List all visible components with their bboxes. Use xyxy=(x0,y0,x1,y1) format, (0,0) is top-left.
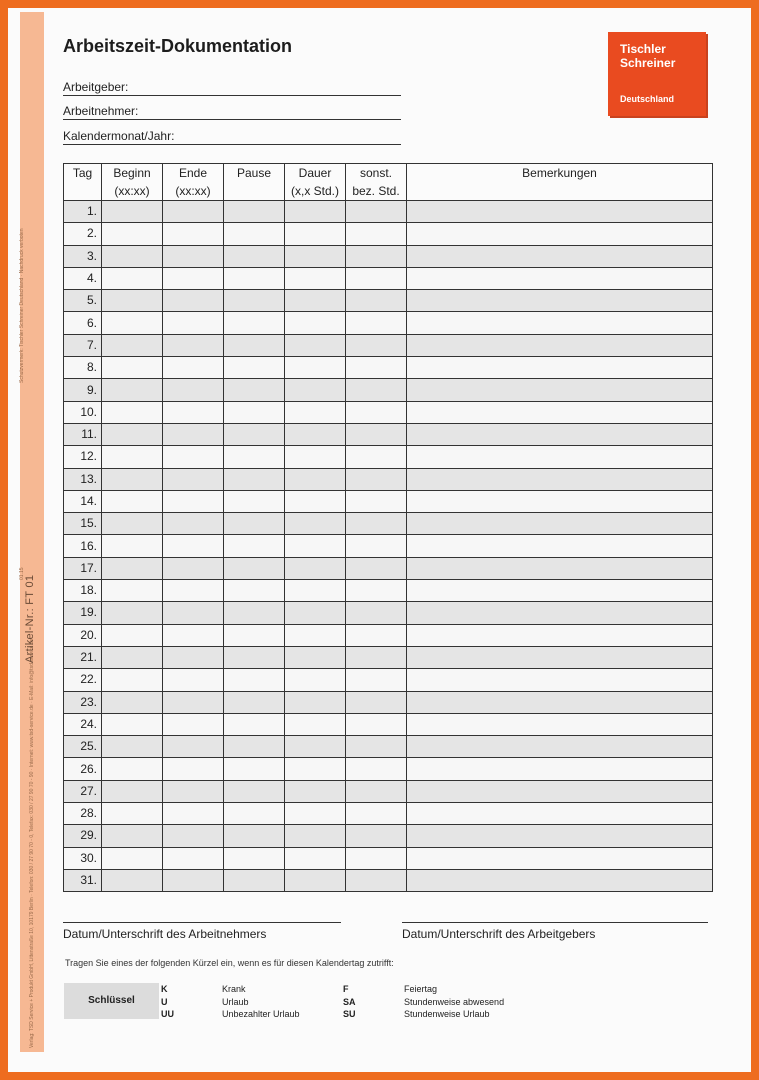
remarks-cell[interactable] xyxy=(407,290,713,312)
day-number: 8. xyxy=(64,357,102,379)
imprint-text: Verlag: TSD Service + Produkt GmbH, Littenstraße 10, 10179 Berlin · Telefon: 030 / 27 90 70 - 0, Telefax: 030 / 27 90 70 - 90 · Internet: www.tsd-service.de · E-Mail: info@tsd-service.de xyxy=(29,638,35,1048)
other-hours-cell[interactable] xyxy=(346,446,407,468)
day-number: 25. xyxy=(64,736,102,758)
day-number: 27. xyxy=(64,780,102,802)
other-hours-cell[interactable] xyxy=(346,869,407,891)
other-hours-cell[interactable] xyxy=(346,312,407,334)
duration-cell[interactable] xyxy=(285,201,346,223)
end-cell[interactable] xyxy=(163,312,224,334)
pause-cell[interactable] xyxy=(224,580,285,602)
begin-cell[interactable] xyxy=(102,535,163,557)
begin-cell[interactable] xyxy=(102,334,163,356)
pause-cell[interactable] xyxy=(224,312,285,334)
duration-cell[interactable] xyxy=(285,490,346,512)
remarks-cell[interactable] xyxy=(407,580,713,602)
other-hours-cell[interactable] xyxy=(346,535,407,557)
header-dauer: Dauer (x,x Std.) xyxy=(285,164,346,201)
day-number: 1. xyxy=(64,201,102,223)
remarks-cell[interactable] xyxy=(407,825,713,847)
other-hours-cell[interactable] xyxy=(346,669,407,691)
pause-cell[interactable] xyxy=(224,201,285,223)
pause-cell[interactable] xyxy=(224,803,285,825)
end-cell[interactable] xyxy=(163,758,224,780)
remarks-cell[interactable] xyxy=(407,201,713,223)
day-number: 16. xyxy=(64,535,102,557)
table-row xyxy=(64,557,713,579)
end-cell[interactable] xyxy=(163,357,224,379)
other-hours-cell[interactable] xyxy=(346,267,407,289)
table-row xyxy=(64,223,713,245)
day-number: 10. xyxy=(64,401,102,423)
day-number: 21. xyxy=(64,646,102,668)
remarks-cell[interactable] xyxy=(407,713,713,735)
key-label: Schlüssel xyxy=(64,983,159,1019)
table-row xyxy=(64,602,713,624)
table-row xyxy=(64,334,713,356)
day-number: 5. xyxy=(64,290,102,312)
begin-cell[interactable] xyxy=(102,825,163,847)
table-row xyxy=(64,379,713,401)
end-cell[interactable] xyxy=(163,201,224,223)
end-cell[interactable] xyxy=(163,847,224,869)
day-number: 9. xyxy=(64,379,102,401)
duration-cell[interactable] xyxy=(285,245,346,267)
remarks-cell[interactable] xyxy=(407,334,713,356)
logo-line-3: Deutschland xyxy=(620,94,675,104)
begin-cell[interactable] xyxy=(102,646,163,668)
begin-cell[interactable] xyxy=(102,780,163,802)
other-hours-cell[interactable] xyxy=(346,468,407,490)
remarks-cell[interactable] xyxy=(407,646,713,668)
day-number: 19. xyxy=(64,602,102,624)
remarks-cell[interactable] xyxy=(407,624,713,646)
duration-cell[interactable] xyxy=(285,557,346,579)
duration-cell[interactable] xyxy=(285,379,346,401)
end-cell[interactable] xyxy=(163,535,224,557)
other-hours-cell[interactable] xyxy=(346,401,407,423)
end-cell[interactable] xyxy=(163,736,224,758)
end-cell[interactable] xyxy=(163,446,224,468)
remarks-cell[interactable] xyxy=(407,669,713,691)
table-row xyxy=(64,869,713,891)
begin-cell[interactable] xyxy=(102,468,163,490)
remarks-cell[interactable] xyxy=(407,691,713,713)
begin-cell[interactable] xyxy=(102,713,163,735)
table-row xyxy=(64,624,713,646)
other-hours-cell[interactable] xyxy=(346,580,407,602)
end-cell[interactable] xyxy=(163,513,224,535)
begin-cell[interactable] xyxy=(102,312,163,334)
day-number: 28. xyxy=(64,803,102,825)
remarks-cell[interactable] xyxy=(407,223,713,245)
employee-signature-line[interactable]: Datum/Unterschrift des Arbeitnehmers xyxy=(63,922,341,941)
other-hours-cell[interactable] xyxy=(346,379,407,401)
table-row xyxy=(64,646,713,668)
header-ende: Ende (xx:xx) xyxy=(163,164,224,201)
begin-cell[interactable] xyxy=(102,669,163,691)
other-hours-cell[interactable] xyxy=(346,736,407,758)
header-pause: Pause xyxy=(224,164,285,201)
other-hours-cell[interactable] xyxy=(346,602,407,624)
table-row xyxy=(64,290,713,312)
pause-cell[interactable] xyxy=(224,535,285,557)
day-number: 11. xyxy=(64,423,102,445)
duration-cell[interactable] xyxy=(285,825,346,847)
day-number: 20. xyxy=(64,624,102,646)
pause-cell[interactable] xyxy=(224,780,285,802)
remarks-cell[interactable] xyxy=(407,557,713,579)
begin-cell[interactable] xyxy=(102,513,163,535)
duration-cell[interactable] xyxy=(285,580,346,602)
begin-cell[interactable] xyxy=(102,490,163,512)
pause-cell[interactable] xyxy=(224,490,285,512)
pause-cell[interactable] xyxy=(224,602,285,624)
duration-cell[interactable] xyxy=(285,312,346,334)
other-hours-cell[interactable] xyxy=(346,423,407,445)
table-row xyxy=(64,446,713,468)
other-hours-cell[interactable] xyxy=(346,847,407,869)
duration-cell[interactable] xyxy=(285,513,346,535)
end-cell[interactable] xyxy=(163,245,224,267)
other-hours-cell[interactable] xyxy=(346,825,407,847)
begin-cell[interactable] xyxy=(102,423,163,445)
pause-cell[interactable] xyxy=(224,713,285,735)
duration-cell[interactable] xyxy=(285,780,346,802)
pause-cell[interactable] xyxy=(224,758,285,780)
remarks-cell[interactable] xyxy=(407,423,713,445)
duration-cell[interactable] xyxy=(285,847,346,869)
pause-cell[interactable] xyxy=(224,691,285,713)
copyright-text: Schutzvermerk: Tischler Schreiner Deutschland · Nachdruck verboten xyxy=(19,228,25,383)
remarks-cell[interactable] xyxy=(407,357,713,379)
day-number: 23. xyxy=(64,691,102,713)
end-cell[interactable] xyxy=(163,290,224,312)
other-hours-cell[interactable] xyxy=(346,624,407,646)
begin-cell[interactable] xyxy=(102,446,163,468)
duration-cell[interactable] xyxy=(285,646,346,668)
end-cell[interactable] xyxy=(163,869,224,891)
pause-cell[interactable] xyxy=(224,736,285,758)
pause-cell[interactable] xyxy=(224,290,285,312)
begin-cell[interactable] xyxy=(102,357,163,379)
header-sonst: sonst. bez. Std. xyxy=(346,164,407,201)
remarks-cell[interactable] xyxy=(407,602,713,624)
table-row xyxy=(64,713,713,735)
pause-cell[interactable] xyxy=(224,847,285,869)
begin-cell[interactable] xyxy=(102,401,163,423)
header-bemerkungen: Bemerkungen xyxy=(407,164,713,201)
pause-cell[interactable] xyxy=(224,869,285,891)
day-number: 29. xyxy=(64,825,102,847)
begin-cell[interactable] xyxy=(102,736,163,758)
other-hours-cell[interactable] xyxy=(346,490,407,512)
other-hours-cell[interactable] xyxy=(346,803,407,825)
begin-cell[interactable] xyxy=(102,379,163,401)
table-row xyxy=(64,825,713,847)
begin-cell[interactable] xyxy=(102,201,163,223)
remarks-cell[interactable] xyxy=(407,245,713,267)
duration-cell[interactable] xyxy=(285,357,346,379)
pause-cell[interactable] xyxy=(224,513,285,535)
pause-cell[interactable] xyxy=(224,245,285,267)
table-row xyxy=(64,267,713,289)
duration-cell[interactable] xyxy=(285,290,346,312)
remarks-cell[interactable] xyxy=(407,847,713,869)
other-hours-cell[interactable] xyxy=(346,513,407,535)
table-row xyxy=(64,580,713,602)
other-hours-cell[interactable] xyxy=(346,201,407,223)
begin-cell[interactable] xyxy=(102,869,163,891)
remarks-cell[interactable] xyxy=(407,535,713,557)
remarks-cell[interactable] xyxy=(407,401,713,423)
other-hours-cell[interactable] xyxy=(346,223,407,245)
pause-cell[interactable] xyxy=(224,334,285,356)
other-hours-cell[interactable] xyxy=(346,713,407,735)
end-cell[interactable] xyxy=(163,423,224,445)
pause-cell[interactable] xyxy=(224,267,285,289)
duration-cell[interactable] xyxy=(285,223,346,245)
end-cell[interactable] xyxy=(163,580,224,602)
day-number: 6. xyxy=(64,312,102,334)
other-hours-cell[interactable] xyxy=(346,557,407,579)
end-cell[interactable] xyxy=(163,646,224,668)
begin-cell[interactable] xyxy=(102,290,163,312)
end-cell[interactable] xyxy=(163,803,224,825)
remarks-cell[interactable] xyxy=(407,446,713,468)
day-number: 26. xyxy=(64,758,102,780)
end-cell[interactable] xyxy=(163,334,224,356)
begin-cell[interactable] xyxy=(102,557,163,579)
pause-cell[interactable] xyxy=(224,825,285,847)
day-number: 18. xyxy=(64,580,102,602)
duration-cell[interactable] xyxy=(285,423,346,445)
end-cell[interactable] xyxy=(163,780,224,802)
begin-cell[interactable] xyxy=(102,758,163,780)
duration-cell[interactable] xyxy=(285,267,346,289)
table-row xyxy=(64,312,713,334)
other-hours-cell[interactable] xyxy=(346,646,407,668)
day-number: 22. xyxy=(64,669,102,691)
table-row xyxy=(64,468,713,490)
table-row xyxy=(64,490,713,512)
header-beginn: Beginn (xx:xx) xyxy=(102,164,163,201)
other-hours-cell[interactable] xyxy=(346,245,407,267)
key-codes-right: F SA SU xyxy=(343,984,356,1019)
begin-cell[interactable] xyxy=(102,691,163,713)
other-hours-cell[interactable] xyxy=(346,758,407,780)
pause-cell[interactable] xyxy=(224,357,285,379)
day-number: 7. xyxy=(64,334,102,356)
document-page xyxy=(8,8,751,1072)
period-field[interactable]: Kalendermonat/Jahr: xyxy=(63,128,401,145)
remarks-cell[interactable] xyxy=(407,379,713,401)
duration-cell[interactable] xyxy=(285,869,346,891)
pause-cell[interactable] xyxy=(224,557,285,579)
remarks-cell[interactable] xyxy=(407,869,713,891)
end-cell[interactable] xyxy=(163,557,224,579)
employer-signature-line[interactable]: Datum/Unterschrift des Arbeitgebers xyxy=(402,922,708,941)
remarks-cell[interactable] xyxy=(407,780,713,802)
table-row xyxy=(64,780,713,802)
table-row xyxy=(64,669,713,691)
end-cell[interactable] xyxy=(163,691,224,713)
table-row xyxy=(64,245,713,267)
end-cell[interactable] xyxy=(163,669,224,691)
key-meanings-left: Krank Urlaub Unbezahlter Urlaub xyxy=(222,984,300,1019)
day-number: 3. xyxy=(64,245,102,267)
day-number: 30. xyxy=(64,847,102,869)
pause-cell[interactable] xyxy=(224,468,285,490)
remarks-cell[interactable] xyxy=(407,803,713,825)
remarks-cell[interactable] xyxy=(407,312,713,334)
day-number: 15. xyxy=(64,513,102,535)
end-cell[interactable] xyxy=(163,825,224,847)
other-hours-cell[interactable] xyxy=(346,290,407,312)
end-cell[interactable] xyxy=(163,490,224,512)
header-tag: Tag xyxy=(64,164,102,201)
pause-cell[interactable] xyxy=(224,646,285,668)
end-cell[interactable] xyxy=(163,379,224,401)
begin-cell[interactable] xyxy=(102,602,163,624)
other-hours-cell[interactable] xyxy=(346,780,407,802)
version-text: 01.15 xyxy=(19,567,25,580)
begin-cell[interactable] xyxy=(102,624,163,646)
duration-cell[interactable] xyxy=(285,334,346,356)
duration-cell[interactable] xyxy=(285,669,346,691)
begin-cell[interactable] xyxy=(102,223,163,245)
begin-cell[interactable] xyxy=(102,245,163,267)
table-row xyxy=(64,758,713,780)
table-row xyxy=(64,535,713,557)
day-number: 17. xyxy=(64,557,102,579)
key-codes-left: K U UU xyxy=(161,984,174,1019)
logo-line-1: Tischler xyxy=(620,42,666,56)
end-cell[interactable] xyxy=(163,468,224,490)
duration-cell[interactable] xyxy=(285,713,346,735)
other-hours-cell[interactable] xyxy=(346,334,407,356)
day-number: 24. xyxy=(64,713,102,735)
table-header-row xyxy=(64,164,713,201)
brand-logo xyxy=(608,32,706,116)
remarks-cell[interactable] xyxy=(407,468,713,490)
table-row xyxy=(64,691,713,713)
begin-cell[interactable] xyxy=(102,803,163,825)
duration-cell[interactable] xyxy=(285,624,346,646)
duration-cell[interactable] xyxy=(285,401,346,423)
logo-line-2: Schreiner xyxy=(620,56,676,70)
table-row xyxy=(64,357,713,379)
day-number: 14. xyxy=(64,490,102,512)
duration-cell[interactable] xyxy=(285,803,346,825)
article-number: Artikel-Nr.: FT 01 xyxy=(24,574,36,663)
begin-cell[interactable] xyxy=(102,580,163,602)
end-cell[interactable] xyxy=(163,401,224,423)
table-row xyxy=(64,803,713,825)
table-row xyxy=(64,736,713,758)
day-number: 4. xyxy=(64,267,102,289)
duration-cell[interactable] xyxy=(285,736,346,758)
duration-cell[interactable] xyxy=(285,535,346,557)
begin-cell[interactable] xyxy=(102,847,163,869)
end-cell[interactable] xyxy=(163,713,224,735)
pause-cell[interactable] xyxy=(224,669,285,691)
pause-cell[interactable] xyxy=(224,446,285,468)
page-title: Arbeitszeit-Dokumentation xyxy=(63,36,293,56)
remarks-cell[interactable] xyxy=(407,736,713,758)
duration-cell[interactable] xyxy=(285,468,346,490)
pause-cell[interactable] xyxy=(224,624,285,646)
table-row xyxy=(64,401,713,423)
table-row xyxy=(64,423,713,445)
pause-cell[interactable] xyxy=(224,379,285,401)
time-table xyxy=(63,163,713,892)
duration-cell[interactable] xyxy=(285,691,346,713)
day-number: 13. xyxy=(64,468,102,490)
employer-field[interactable]: Arbeitgeber: xyxy=(63,79,401,96)
end-cell[interactable] xyxy=(163,223,224,245)
remarks-cell[interactable] xyxy=(407,513,713,535)
end-cell[interactable] xyxy=(163,624,224,646)
remarks-cell[interactable] xyxy=(407,490,713,512)
remarks-cell[interactable] xyxy=(407,758,713,780)
end-cell[interactable] xyxy=(163,267,224,289)
other-hours-cell[interactable] xyxy=(346,691,407,713)
remarks-cell[interactable] xyxy=(407,267,713,289)
end-cell[interactable] xyxy=(163,602,224,624)
employee-field[interactable]: Arbeitnehmer: xyxy=(63,103,401,120)
table-row xyxy=(64,847,713,869)
duration-cell[interactable] xyxy=(285,446,346,468)
table-row xyxy=(64,201,713,223)
day-number: 12. xyxy=(64,446,102,468)
day-number: 2. xyxy=(64,223,102,245)
day-number: 31. xyxy=(64,869,102,891)
key-meanings-right: Feiertag Stundenweise abwesend Stundenweise Urlaub xyxy=(404,984,505,1019)
pause-cell[interactable] xyxy=(224,423,285,445)
duration-cell[interactable] xyxy=(285,602,346,624)
pause-cell[interactable] xyxy=(224,401,285,423)
begin-cell[interactable] xyxy=(102,267,163,289)
duration-cell[interactable] xyxy=(285,758,346,780)
key-hint-text: Tragen Sie eines der folgenden Kürzel ein, wenn es für diesen Kalendertag zutrifft: xyxy=(65,958,394,968)
pause-cell[interactable] xyxy=(224,223,285,245)
other-hours-cell[interactable] xyxy=(346,357,407,379)
table-row xyxy=(64,513,713,535)
